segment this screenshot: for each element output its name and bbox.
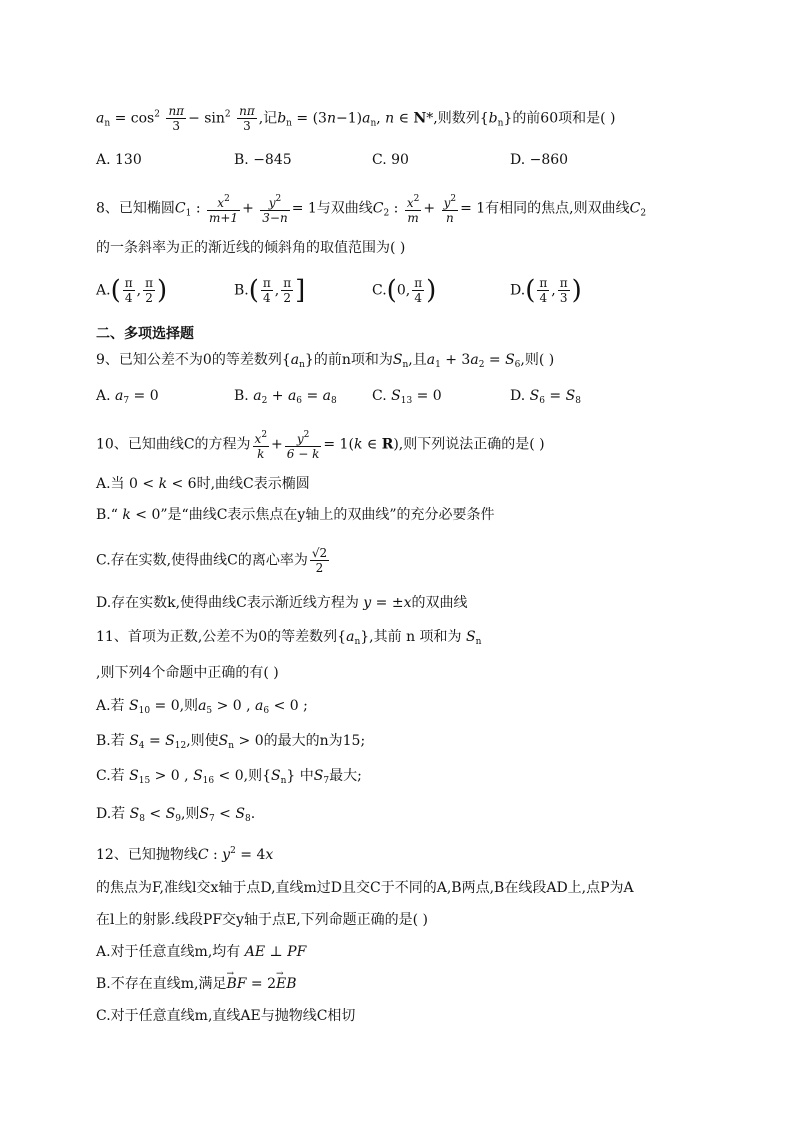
q9-option-b[interactable]: B. $a_2 + a_6 = a_8$ (234, 388, 337, 406)
q11-option-c[interactable]: C.若 $S_{15} > 0$ , $S_{16} < 0$,则$\{S_n\}$ 中$S_7$最大; (96, 768, 362, 786)
q12-option-b[interactable]: B.不存在直线m,满足→ BF = 2→ EB (96, 974, 297, 994)
q12-stem-line3: 在l上的射影.线段PF交y轴于点E,下列命题正确的是( ) (96, 912, 429, 928)
q11-stem: 11、首项为正数,公差不为0的等差数列$\{a_n\}$,其前 n 项和为 $S_n$ (96, 629, 482, 647)
q8-option-a[interactable]: A.( $\frac{\pi}{4}$ , $\frac{\pi}{2}$ ) (96, 275, 168, 306)
q10-option-b[interactable]: B.“ k < 0”是“曲线C表示焦点在y轴上的双曲线”的充分必要条件 (96, 507, 495, 523)
section-heading: 二、多项选择题 (96, 326, 194, 342)
q12-option-c[interactable]: C.对于任意直线m,直线AE与抛物线C相切 (96, 1008, 356, 1024)
q12-option-a[interactable]: A.对于任意直线m,均有 AE ⊥ PF (96, 944, 307, 960)
q10-option-a[interactable]: A.当 0 < k < 6时,曲线C表示椭圆 (96, 476, 310, 492)
q7-stem: $a_n = \cos^2$ $\frac{n\pi}{3}$ − $\sin^2$ $\frac{n\pi}{3}$ ,记$b_n = (3n-1)a_n$, n ∈ N*,则数列$\{b_n\}$的前60项和是( ) (96, 104, 616, 133)
q9-option-a[interactable]: A. $a_7 = 0$ (96, 388, 159, 406)
q9-stem: 9、已知公差不为0的等差数列$\{a_n\}$的前n项和为$S_n$,且$a_1 + 3a_2 = S_6$,则( ) (96, 352, 555, 370)
q9-option-d[interactable]: D. $S_6 = S_8$ (510, 388, 581, 406)
q10-stem: 10、已知曲线C的方程为 $\frac{x^2}{k}$ + $\frac{y^2}{6 - k}$ = 1(k ∈ R),则下列说法正确的是( ) (96, 430, 545, 461)
q10-option-d[interactable]: D.存在实数k,使得曲线C表示渐近线方程为 y = ±x的双曲线 (96, 595, 468, 611)
q12-stem-line2: 的焦点为F,准线l交x轴于点D,直线m过D且交C于不同的A,B两点,B在线段AD上,点P为A (96, 880, 634, 896)
q8-option-c[interactable]: C.(0, $\frac{\pi}{4}$ ) (372, 275, 437, 306)
q7-option-d[interactable]: D. −860 (510, 152, 569, 168)
q11-option-b[interactable]: B.若 $S_4 = S_{12}$,则使$S_n > 0$的最大的n为15; (96, 733, 366, 751)
q7-option-a[interactable]: A. 130 (96, 152, 142, 168)
q12-stem: 12、已知抛物线C : $y^2 = 4x$ (96, 846, 274, 863)
q9-option-c[interactable]: C. $S_{13} = 0$ (372, 388, 442, 406)
q11-stem-line2: ,则下列4个命题中正确的有( ) (96, 665, 279, 681)
q8-stem: 8、已知椭圆$C_1$ : $\frac{x^2}{m+1}$ + $\frac{y^2}{3-n}$ = 1与双曲线$C_2$ : $\frac{x^2}{m}$ + $\frac{y^2}{n}$ = 1有相同的焦点,则双曲线$C_2$ (96, 194, 647, 225)
q11-option-d[interactable]: D.若 $S_8 < S_9$,则$S_7 < S_8$. (96, 806, 256, 824)
q11-option-a[interactable]: A.若 $S_{10} = 0$,则$a_5 > 0$ , $a_6 < 0$ ; (96, 698, 308, 716)
q8-option-d[interactable]: D.( $\frac{\pi}{4}$ , $\frac{\pi}{3}$ ) (510, 275, 582, 306)
q7-option-b[interactable]: B. −845 (234, 152, 292, 168)
q8-option-b[interactable]: B.( $\frac{\pi}{4}$ , $\frac{\pi}{2}$ ] (234, 275, 306, 306)
q7-option-c[interactable]: C. 90 (372, 152, 409, 168)
q10-option-c[interactable]: C.存在实数,使得曲线C的离心率为 $\frac{√2}{2}$ (96, 546, 328, 575)
q8-stem-line2: 的一条斜率为正的渐近线的倾斜角的取值范围为( ) (96, 240, 406, 256)
